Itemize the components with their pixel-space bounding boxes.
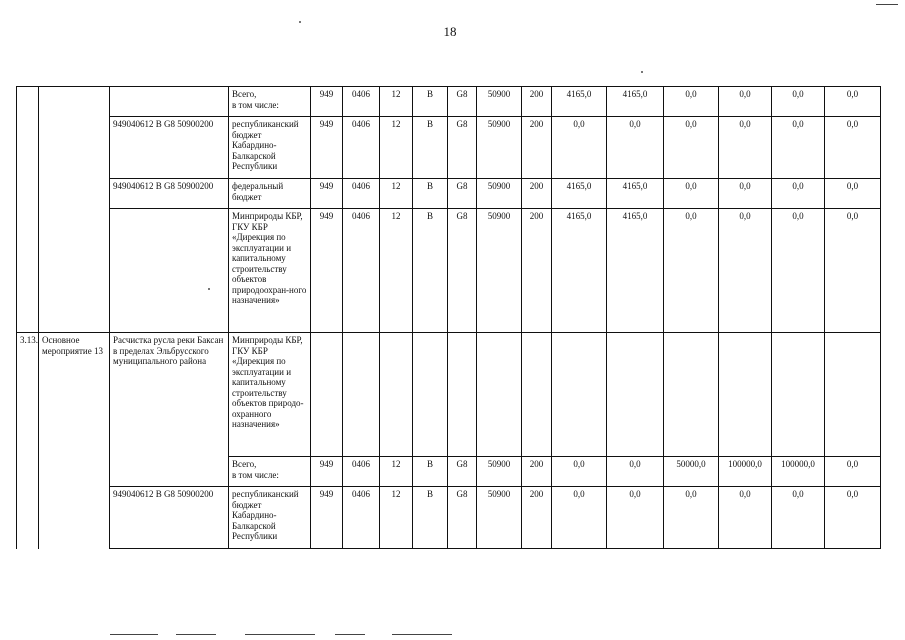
code-cell — [110, 457, 229, 487]
year-value-cell: 0,0 — [772, 487, 825, 549]
code-cell: 949040612 В G8 50900200 — [110, 117, 229, 179]
section-cell: 0406 — [343, 209, 380, 333]
expense-type-cell: 200 — [522, 209, 552, 333]
year-value-cell: 0,0 — [552, 457, 607, 487]
year-value-cell: 0,0 — [825, 487, 881, 549]
target-project-cell — [448, 333, 477, 457]
row-number-cell — [17, 87, 39, 117]
year-value-cell: 0,0 — [772, 209, 825, 333]
scan-artifact — [641, 71, 643, 73]
target-project-cell: G8 — [448, 457, 477, 487]
expense-type-cell: 200 — [522, 117, 552, 179]
scan-artifact — [110, 634, 158, 635]
scan-artifact — [176, 634, 216, 635]
expense-type-cell: 200 — [522, 487, 552, 549]
table-row — [17, 179, 881, 209]
event-name-cell — [39, 209, 110, 333]
event-name-cell — [39, 179, 110, 209]
section-cell: 0406 — [343, 117, 380, 179]
year-value-cell: 0,0 — [664, 209, 719, 333]
target-item-cell: 50900 — [477, 179, 522, 209]
target-letter-cell: В — [413, 179, 448, 209]
target-cell: 12 — [380, 457, 413, 487]
year-value-cell: 0,0 — [719, 487, 772, 549]
table-row — [17, 487, 881, 549]
event-name-cell — [39, 87, 110, 117]
year-value-cell: 0,0 — [825, 179, 881, 209]
expense-type-cell: 200 — [522, 179, 552, 209]
code-cell: Расчистка русла реки Баксан в пределах Эльбрусского муниципального района — [110, 333, 229, 457]
year-value-cell: 4165,0 — [607, 209, 664, 333]
source-cell: республиканский бюджет Кабардино-Балкарской Республики — [229, 487, 311, 549]
target-cell — [380, 333, 413, 457]
section-cell: 0406 — [343, 87, 380, 117]
event-name-cell — [39, 117, 110, 179]
year-value-cell — [607, 333, 664, 457]
expense-type-cell — [522, 333, 552, 457]
year-value-cell — [664, 333, 719, 457]
expense-type-cell: 200 — [522, 457, 552, 487]
grbs-cell: 949 — [311, 117, 343, 179]
target-cell: 12 — [380, 209, 413, 333]
event-name-cell — [39, 457, 110, 487]
year-value-cell: 0,0 — [772, 87, 825, 117]
source-cell: Минприроды КБР, ГКУ КБР «Дирекция по эксплуатации и капитальному строительству объектов природоохран-ного назначения» — [229, 209, 311, 333]
year-value-cell: 0,0 — [825, 117, 881, 179]
source-cell: Всего, в том числе: — [229, 457, 311, 487]
target-item-cell: 50900 — [477, 209, 522, 333]
year-value-cell: 0,0 — [719, 179, 772, 209]
section-cell — [343, 333, 380, 457]
scan-artifact — [335, 634, 365, 635]
year-value-cell: 0,0 — [552, 487, 607, 549]
target-item-cell: 50900 — [477, 487, 522, 549]
code-cell: 949040612 В G8 50900200 — [110, 179, 229, 209]
grbs-cell: 949 — [311, 487, 343, 549]
year-value-cell: 4165,0 — [607, 179, 664, 209]
target-project-cell: G8 — [448, 87, 477, 117]
target-item-cell — [477, 333, 522, 457]
code-cell — [110, 87, 229, 117]
year-value-cell: 0,0 — [664, 117, 719, 179]
year-value-cell — [719, 333, 772, 457]
source-cell: федеральный бюджет — [229, 179, 311, 209]
code-cell — [110, 209, 229, 333]
target-cell: 12 — [380, 117, 413, 179]
year-value-cell: 0,0 — [772, 117, 825, 179]
year-value-cell: 0,0 — [719, 209, 772, 333]
row-number-cell — [17, 117, 39, 179]
year-value-cell: 0,0 — [825, 209, 881, 333]
grbs-cell — [311, 333, 343, 457]
source-cell: Всего, в том числе: — [229, 87, 311, 117]
budget-table — [16, 86, 881, 549]
year-value-cell — [552, 333, 607, 457]
source-cell: республиканский бюджет Кабардино-Балкарской Республики — [229, 117, 311, 179]
target-project-cell: G8 — [448, 209, 477, 333]
target-letter-cell: В — [413, 117, 448, 179]
target-letter-cell — [413, 333, 448, 457]
year-value-cell: 0,0 — [825, 87, 881, 117]
target-project-cell: G8 — [448, 117, 477, 179]
table-row — [17, 117, 881, 179]
code-cell: 949040612 В G8 50900200 — [110, 487, 229, 549]
page-number: 18 — [443, 24, 457, 39]
year-value-cell: 4165,0 — [552, 209, 607, 333]
target-item-cell: 50900 — [477, 457, 522, 487]
event-name-cell — [39, 487, 110, 549]
year-value-cell: 4165,0 — [552, 87, 607, 117]
target-cell: 12 — [380, 179, 413, 209]
section-cell: 0406 — [343, 179, 380, 209]
target-cell: 12 — [380, 487, 413, 549]
scan-artifact — [299, 21, 301, 23]
year-value-cell: 50000,0 — [664, 457, 719, 487]
year-value-cell: 100000,0 — [772, 457, 825, 487]
scan-artifact — [208, 288, 210, 290]
year-value-cell: 0,0 — [664, 179, 719, 209]
year-value-cell: 0,0 — [719, 117, 772, 179]
target-project-cell: G8 — [448, 179, 477, 209]
row-number-cell: 3.13. — [17, 333, 39, 457]
event-name-cell: Основное мероприятие 13 — [39, 333, 110, 457]
row-number-cell — [17, 487, 39, 549]
year-value-cell: 100000,0 — [719, 457, 772, 487]
year-value-cell: 0,0 — [607, 117, 664, 179]
year-value-cell — [772, 333, 825, 457]
table-row — [17, 209, 881, 333]
scan-artifact — [245, 634, 315, 635]
row-number-cell — [17, 179, 39, 209]
grbs-cell: 949 — [311, 179, 343, 209]
table-row — [17, 333, 881, 457]
table-row — [17, 457, 881, 487]
row-number-cell — [17, 457, 39, 487]
section-cell: 0406 — [343, 457, 380, 487]
year-value-cell: 0,0 — [552, 117, 607, 179]
grbs-cell: 949 — [311, 209, 343, 333]
year-value-cell — [825, 333, 881, 457]
target-item-cell: 50900 — [477, 117, 522, 179]
target-item-cell: 50900 — [477, 87, 522, 117]
target-letter-cell: В — [413, 87, 448, 117]
source-cell: Минприроды КБР, ГКУ КБР «Дирекция по эксплуатации и капитальному строительству объектов природо-охранного назначения» — [229, 333, 311, 457]
scan-artifact — [876, 4, 898, 5]
target-cell: 12 — [380, 87, 413, 117]
expense-type-cell: 200 — [522, 87, 552, 117]
year-value-cell: 0,0 — [719, 87, 772, 117]
year-value-cell: 4165,0 — [607, 87, 664, 117]
target-letter-cell: В — [413, 487, 448, 549]
year-value-cell: 0,0 — [664, 487, 719, 549]
grbs-cell: 949 — [311, 457, 343, 487]
target-project-cell: G8 — [448, 487, 477, 549]
target-letter-cell: В — [413, 457, 448, 487]
table-row — [17, 87, 881, 117]
row-number-cell — [17, 209, 39, 333]
year-value-cell: 0,0 — [772, 179, 825, 209]
year-value-cell: 0,0 — [607, 487, 664, 549]
year-value-cell: 0,0 — [664, 87, 719, 117]
year-value-cell: 0,0 — [607, 457, 664, 487]
target-letter-cell: В — [413, 209, 448, 333]
year-value-cell: 0,0 — [825, 457, 881, 487]
year-value-cell: 4165,0 — [552, 179, 607, 209]
grbs-cell: 949 — [311, 87, 343, 117]
scan-artifact — [392, 634, 452, 635]
section-cell: 0406 — [343, 487, 380, 549]
